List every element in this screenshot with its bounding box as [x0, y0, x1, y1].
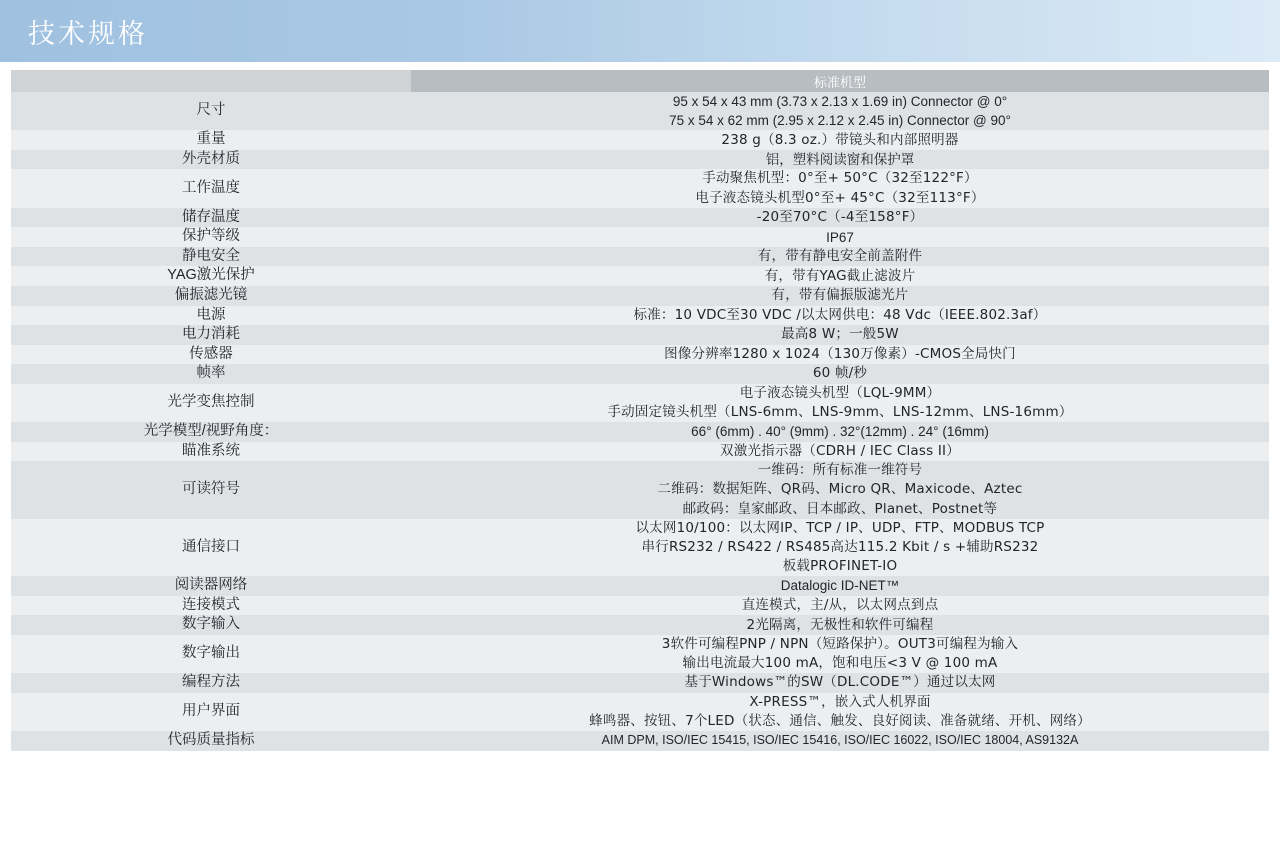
table-row	[11, 422, 1269, 442]
row-label: 外壳材质	[11, 150, 411, 170]
row-value-line: 有，带有静电安全前盖附件	[757, 248, 923, 265]
row-label: 用户界面	[11, 693, 411, 731]
table-row	[11, 266, 1269, 286]
row-value	[411, 345, 1269, 365]
table-row	[11, 130, 1269, 150]
row-value-line: X-PRESS™，嵌入式人机界面	[749, 693, 931, 710]
table-row	[11, 286, 1269, 306]
row-value-line: 串行RS232 / RS422 / RS485高达115.2 Kbit / s +辅助RS232	[641, 538, 1039, 555]
row-value	[411, 693, 1269, 731]
table-row	[11, 227, 1269, 247]
row-value	[411, 384, 1269, 422]
table-row	[11, 635, 1269, 673]
row-value	[411, 596, 1269, 616]
row-value-line: 238 g（8.3 oz.）带镜头和内部照明器	[721, 131, 959, 148]
row-label: 数字输入	[11, 615, 411, 635]
row-value	[411, 364, 1269, 384]
table-row	[11, 306, 1269, 326]
row-value	[411, 519, 1269, 576]
row-label: 代码质量指标	[11, 731, 411, 751]
table-row	[11, 208, 1269, 228]
table-row	[11, 169, 1269, 207]
row-value-line: 标准：10 VDC至30 VDC /以太网供电：48 Vdc（IEEE.802.3af）	[633, 306, 1047, 323]
row-value	[411, 442, 1269, 462]
row-value-line: 手动聚焦机型：0°至+ 50°C（32至122°F）	[702, 170, 978, 187]
row-label: 电力消耗	[11, 325, 411, 345]
row-value-line: Datalogic ID-NET™	[780, 578, 900, 594]
row-value-line: 邮政码：皇家邮政、日本邮政、Planet、Postnet等	[682, 500, 998, 517]
row-value-line: 基于Windows™的SW（DL.CODE™）通过以太网	[684, 674, 996, 691]
row-label: 数字输出	[11, 635, 411, 673]
table-row	[11, 92, 1269, 130]
row-value-line: -20至70°C（-4至158°F）	[756, 208, 924, 225]
row-value-line: 双激光指示器（CDRH / IEC Class II）	[720, 442, 960, 459]
row-value-line: 2光隔离，无极性和软件可编程	[746, 616, 934, 633]
row-value-line: IP67	[826, 229, 854, 245]
row-value-line: 95 x 54 x 43 mm (3.73 x 2.13 x 1.69 in) Connector @ 0°	[672, 94, 1008, 109]
header-cell-model: 标准机型	[411, 70, 1269, 92]
row-value-line: 75 x 54 x 62 mm (2.95 x 2.12 x 2.45 in) Connector @ 90°	[669, 113, 1011, 129]
row-value-line: 66° (6mm) . 40° (9mm) . 32°(12mm) . 24° (16mm)	[691, 424, 989, 440]
row-value-line: 一维码：所有标准一维符号	[757, 462, 923, 479]
row-value	[411, 461, 1269, 518]
row-label: 连接模式	[11, 596, 411, 616]
row-value-line: 铝，塑料阅读窗和保护罩	[765, 152, 915, 168]
row-value-line: 二维码：数据矩阵、QR码、Micro QR、Maxicode、Aztec	[657, 481, 1023, 498]
row-label: 重量	[11, 130, 411, 150]
row-value-line: 蜂鸣器、按钮、7个LED（状态、通信、触发、良好阅读、准备就绪、开机、网络）	[589, 712, 1091, 729]
row-value-line: 电子液态镜头机型（LQL-9MM）	[739, 384, 941, 401]
page-header	[0, 0, 1280, 62]
row-value	[411, 422, 1269, 442]
table-row	[11, 596, 1269, 616]
row-value-line: 60 帧/秒	[812, 365, 868, 382]
row-label: 传感器	[11, 345, 411, 365]
row-value	[411, 208, 1269, 228]
row-value	[411, 227, 1269, 247]
row-label: 光学模型/视野角度：	[11, 422, 411, 442]
row-label: 静电安全	[11, 247, 411, 267]
table-body	[11, 70, 1269, 751]
row-value-line: 手动固定镜头机型（LNS-6mm、LNS-9mm、LNS-12mm、LNS-16mm）	[607, 403, 1073, 420]
table-row	[11, 442, 1269, 462]
row-value	[411, 615, 1269, 635]
row-value	[411, 92, 1269, 130]
row-value	[411, 306, 1269, 326]
row-value	[411, 731, 1269, 751]
row-value-line: 有，带有YAG截止滤波片	[764, 267, 916, 284]
header-cell-blank	[11, 70, 411, 92]
row-value-line: 有，带有偏振版滤光片	[771, 287, 909, 304]
row-label: YAG激光保护	[11, 266, 411, 286]
row-value-line: 板载PROFINET-IO	[782, 558, 898, 575]
row-value-line: 3软件可编程PNP / NPN（短路保护）。OUT3可编程为输入	[661, 635, 1019, 652]
row-value	[411, 286, 1269, 306]
row-value	[411, 130, 1269, 150]
row-value	[411, 247, 1269, 267]
table-row	[11, 576, 1269, 596]
row-value-line: 最高8 W；一般5W	[781, 326, 899, 343]
row-label: 帧率	[11, 364, 411, 384]
table-row	[11, 461, 1269, 518]
row-label: 保护等级	[11, 227, 411, 247]
row-value-line: 图像分辨率1280 x 1024（130万像素）-CMOS全局快门	[664, 345, 1016, 362]
row-label: 通信接口	[11, 519, 411, 576]
table-row	[11, 345, 1269, 365]
row-label: 偏振滤光镜	[11, 286, 411, 306]
row-value-line: 直连模式，主/从，以太网点到点	[741, 596, 939, 613]
row-label: 电源	[11, 306, 411, 326]
row-label: 可读符号	[11, 461, 411, 518]
row-label: 编程方法	[11, 673, 411, 693]
row-label: 工作温度	[11, 169, 411, 207]
specifications-table	[11, 70, 1269, 751]
row-value	[411, 325, 1269, 345]
row-value-line: 输出电流最大100 mA，饱和电压<3 V @ 100 mA	[682, 655, 998, 672]
row-value	[411, 673, 1269, 693]
row-label: 储存温度	[11, 208, 411, 228]
table-row	[11, 693, 1269, 731]
table-row	[11, 615, 1269, 635]
table-row	[11, 673, 1269, 693]
row-value	[411, 169, 1269, 207]
row-value	[411, 635, 1269, 673]
row-value-line: AIM DPM, ISO/IEC 15415, ISO/IEC 15416, ISO/IEC 16022, ISO/IEC 18004, AS9132A	[601, 732, 1079, 747]
page-title: 技术规格	[28, 18, 148, 49]
row-label: 尺寸	[11, 92, 411, 130]
row-value	[411, 150, 1269, 170]
table-row	[11, 325, 1269, 345]
table-row	[11, 519, 1269, 576]
row-value-line: 电子液态镜头机型0°至+ 45°C（32至113°F）	[695, 189, 985, 206]
row-label: 光学变焦控制	[11, 384, 411, 422]
row-label: 阅读器网络	[11, 576, 411, 596]
table-row	[11, 731, 1269, 751]
table-row	[11, 247, 1269, 267]
row-label: 瞄准系统	[11, 442, 411, 462]
row-value-line: 以太网10/100：以太网IP、TCP / IP、UDP、FTP、MODBUS TCP	[635, 519, 1045, 536]
table-row	[11, 364, 1269, 384]
row-value	[411, 576, 1269, 596]
table-row	[11, 384, 1269, 422]
table-header-row	[11, 70, 1269, 92]
table-row	[11, 150, 1269, 170]
row-value	[411, 266, 1269, 286]
